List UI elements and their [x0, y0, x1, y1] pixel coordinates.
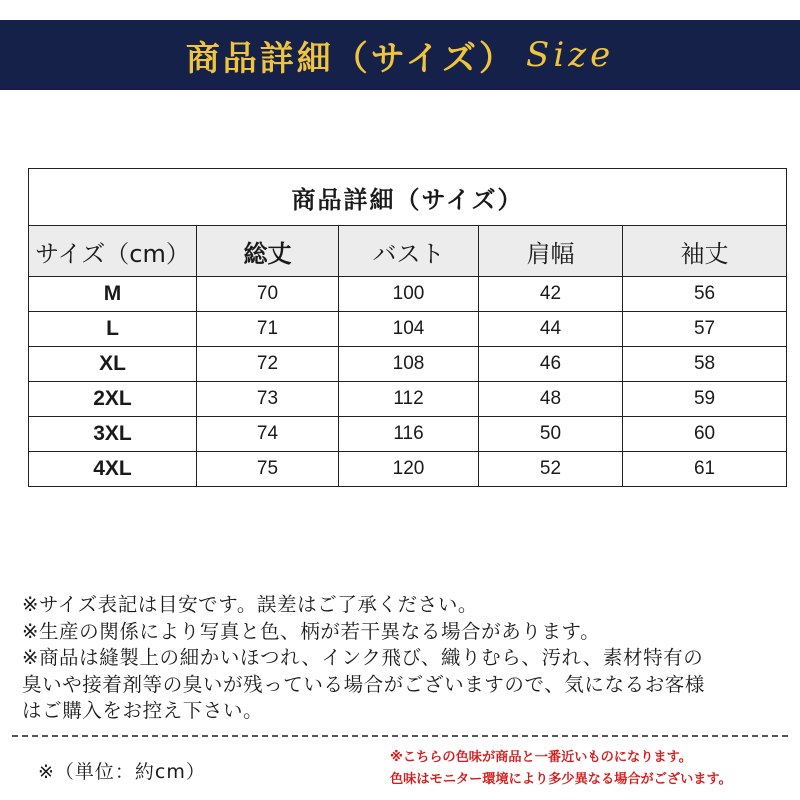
note-line: はご購入をお控え下さい。	[22, 699, 264, 723]
header-size: サイズ（cm）	[29, 226, 197, 277]
table-row	[29, 417, 787, 452]
bust-cell: 116	[339, 417, 479, 452]
length-cell: 75	[197, 452, 339, 487]
sleeve-cell: 57	[623, 312, 787, 347]
sleeve-cell: 59	[623, 382, 787, 417]
bust-cell: 108	[339, 347, 479, 382]
header-sleeve: 袖丈	[623, 226, 787, 277]
shoulder-cell: 52	[479, 452, 623, 487]
shoulder-cell: 46	[479, 347, 623, 382]
bust-cell: 112	[339, 382, 479, 417]
size-table	[28, 168, 787, 487]
table-row	[29, 382, 787, 417]
sleeve-cell: 58	[623, 347, 787, 382]
length-cell: 70	[197, 277, 339, 312]
length-cell: 73	[197, 382, 339, 417]
banner-title: 商品詳細（サイズ）	[185, 38, 517, 79]
table-row	[29, 312, 787, 347]
table-caption-row	[29, 169, 787, 226]
shoulder-cell: 44	[479, 312, 623, 347]
header-length: 総丈	[197, 226, 339, 277]
bust-cell: 120	[339, 452, 479, 487]
header-shoulder: 肩幅	[479, 226, 623, 277]
note-line: ※商品は縫製上の細かいほつれ、インク飛び、織りむら、汚れ、素材特有の	[22, 646, 704, 670]
size-cell: L	[29, 312, 197, 347]
table-row	[29, 452, 787, 487]
table-row	[29, 347, 787, 382]
shoulder-cell: 42	[479, 277, 623, 312]
length-cell: 72	[197, 347, 339, 382]
table-header-row	[29, 226, 787, 277]
dashed-divider	[12, 735, 788, 737]
color-disclaimer	[390, 747, 732, 791]
bust-cell: 104	[339, 312, 479, 347]
sleeve-cell: 56	[623, 277, 787, 312]
sleeve-cell: 61	[623, 452, 787, 487]
shoulder-cell: 50	[479, 417, 623, 452]
table-caption: 商品詳細（サイズ）	[29, 169, 787, 226]
size-cell: XL	[29, 347, 197, 382]
table-row	[29, 277, 787, 312]
note-line: ※生産の関係により写真と色、柄が若干異なる場合があります。	[22, 619, 601, 643]
size-cell: 3XL	[29, 417, 197, 452]
disclaimer-notes	[22, 592, 792, 725]
size-cell: 4XL	[29, 452, 197, 487]
banner-size-word: Size	[526, 35, 615, 75]
size-cell: 2XL	[29, 382, 197, 417]
title-banner	[0, 20, 800, 90]
shoulder-cell: 48	[479, 382, 623, 417]
size-cell: M	[29, 277, 197, 312]
note-line: 臭いや接着剤等の臭いが残っている場合がございますので、気になるお客様	[22, 672, 706, 696]
unit-note: ※（単位：約cm）	[38, 761, 206, 783]
color-note-line: ※こちらの色味が商品と一番近いものになります。	[390, 750, 692, 765]
header-bust: バスト	[339, 226, 479, 277]
length-cell: 74	[197, 417, 339, 452]
length-cell: 71	[197, 312, 339, 347]
sleeve-cell: 60	[623, 417, 787, 452]
bust-cell: 100	[339, 277, 479, 312]
color-note-line: 色味はモニター環境により多少異なる場合がございます。	[390, 772, 732, 787]
note-line: ※サイズ表記は目安です。誤差はご了承ください。	[22, 593, 479, 616]
